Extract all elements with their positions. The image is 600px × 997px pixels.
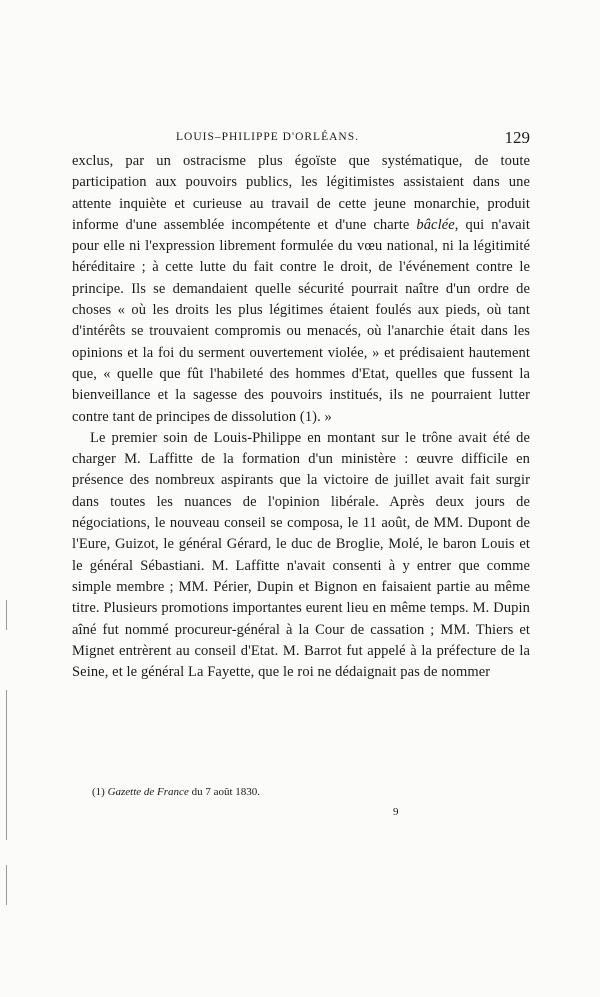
running-title: LOUIS–PHILIPPE D'ORLÉANS. bbox=[176, 131, 359, 143]
footnote-text: du 7 août 1830. bbox=[191, 786, 261, 798]
margin-mark bbox=[6, 690, 7, 840]
paragraph-text: , qui n'avait pour elle ni l'expression librement formulée du vœu national, ni la légitimité héréditaire ; à cette lutte du fait contre le droit, de l'événement contre le principe. Ils se demandaient quelle sécurité pourrait naître d'un ordre de choses « où les droits les plus légitimes étaient foulés aux pieds, où tant d'intérêts se trouvaient compromis ou menacés, où l'anarchie était dans les opinions et la foi du serment ouvertement violée, » et prédisaient hautement que, « quelle que fût l'habileté des hommes d'Etat, quelles que fussent la bienveillance et la sagesse des pouvoirs institués, ils ne pourraient lutter contre tant de principes de dissolution (1). » bbox=[72, 216, 530, 425]
paragraph: Le premier soin de Louis-Philippe en montant sur le trône avait été de charger M. Laffitte de la formation d'un ministère : œuvre difficile en présence des nombreux aspirants que la victoire de juillet avait fait surgir dans toutes les nuances de l'opinion libérale. Après deux jours de négociations, le nouveau conseil se composa, le 11 août, de MM. Dupont de l'Eure, Guizot, le général Gérard, le duc de Broglie, Molé, le baron Louis et le général Sébastiani. M. Laffitte n'avait consenti à y entrer que comme simple membre ; MM. Périer, Dupin et Bignon en faisaient partie au même titre. Plusieurs promotions importantes eurent lieu en même temps. M. Dupin aîné fut nommé procureur-général à la Cour de cassation ; MM. Thiers et Mignet entrèrent au conseil d'Etat. M. Barrot fut appelé à la préfecture de la Seine, et le général La Fayette, que le roi ne dédaignait pas de nommer bbox=[72, 429, 530, 681]
paragraph-text: exclus, par un ostracisme plus égoïste que systématique, de toute participation aux pouvoirs publics, les légitimistes assistaient dans une attente inquiète et curieuse au travail de cette jeune monarchie, produit informe d'une assemblée incompétente et d'une charte bbox=[72, 153, 530, 233]
page-number: 129 bbox=[504, 128, 530, 147]
margin-mark bbox=[6, 600, 7, 630]
footnote bbox=[92, 786, 260, 798]
margin-mark bbox=[6, 865, 7, 905]
footnote-source: Gazette de France bbox=[107, 786, 189, 798]
footnote-marker: (1) bbox=[92, 786, 105, 798]
body-text bbox=[72, 151, 530, 683]
signature-mark: 9 bbox=[393, 806, 399, 818]
page-header bbox=[72, 128, 530, 151]
paragraph bbox=[72, 151, 530, 428]
emphasis-text: bâclée bbox=[416, 216, 455, 233]
